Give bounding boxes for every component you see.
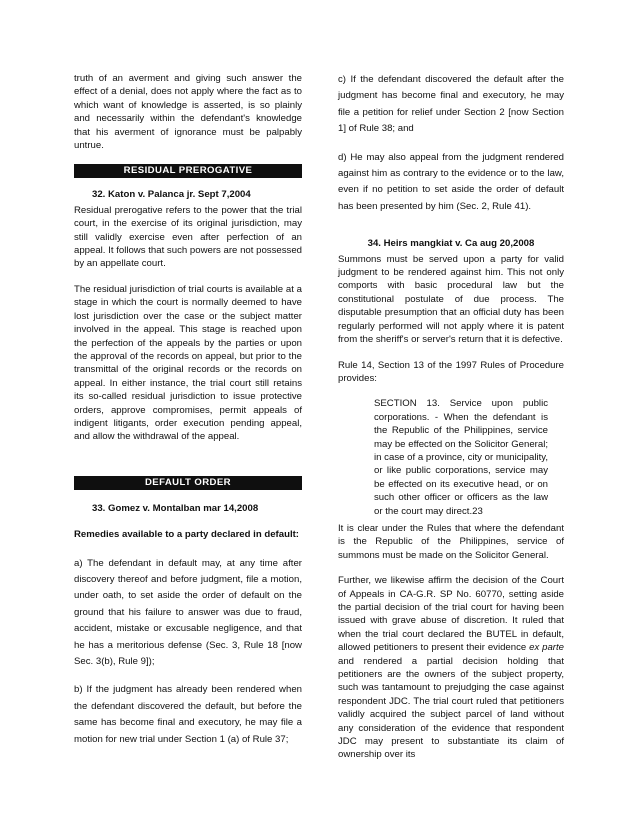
paragraph-service-solicitor-general: It is clear under the Rules that where the defendant is the Republic of the Philippines, service of summons must be made on the Solicitor General. [338, 522, 564, 561]
text-segment: Further, we likewise affirm the decision of the Court of Appeals in CA-G.R. SP No. 60770, setting aside the partial decision of the trial court for having been issued with grave abuse of discretion. It ruled that when the trial court declared the BUTEL in default, allowed petitioners to present their evidence [338, 575, 564, 654]
section-banner-default-order: DEFAULT ORDER [74, 476, 302, 490]
paragraph-residual-jurisdiction: The residual jurisdiction of trial courts is available at a stage in which the court is normally deemed to have lost jurisdiction over the case or the subject matter involved in the appeal. This stage is reached upon the perfection of the appeals by the parties or upon the approval of the records on appeal, but prior to the transmittal of the original records or the records on appeal. In either instance, the trial court still retains its so-called residual jurisdiction to issue protective orders, approve compromises, permit appeals of indigent litigants, order execution pending appeal, and allow the withdrawal of the appeal. [74, 283, 302, 443]
left-column [74, 72, 302, 760]
italic-ex-parte: ex parte [529, 642, 564, 654]
remedy-d: d) He may also appeal from the judgment rendered against him as contrary to the evidence or to the law, even if no petition to set aside the order of default has been presented by him (Sec. 2, Rule 41). [338, 151, 564, 212]
remedy-a: a) The defendant in default may, at any time after discovery thereof and before judgment, file a motion, under oath, to set aside the order of default on the ground that his failure to answer was due to fraud, accident, mistake or excusable negligence, and that he has a meritorious defense (Sec. 3, Rule 18 [now Sec. 3(b), Rule 9]); [74, 557, 302, 667]
case-heading-33: 33. Gomez v. Montalban mar 14,2008 [92, 502, 259, 514]
remedy-c: c) If the defendant discovered the default after the judgment has become final and executory, he may file a petition for relief under Section 2 [now Section 1] of Rule 38; and [338, 74, 564, 135]
remedy-b: b) If the judgment has already been rendered when the defendant discovered the default, but before the same has become final and executory, he may file a motion for new trial under Section 1 (a) of Rule 37; [74, 684, 302, 745]
paragraph-summons: Summons must be served upon a party for valid judgment to be rendered against him. This not only comports with basic procedural law but the constitutional postulate of due process. The disputable presumption that an official duty has been regularly performed will not apply where it is patent from the sheriff's or server's return that it is defective. [338, 253, 564, 346]
right-column [338, 72, 564, 774]
paragraph-residual-definition: Residual prerogative refers to the power that the trial court, in the exercise of its original jurisdiction, may still validly exercise even after perfection of an appeal. It follows that such powers are not possessed by an appellate court. [74, 204, 302, 270]
case-heading-32: 32. Katon v. Palanca jr. Sept 7,2004 [92, 189, 251, 201]
paragraph-rule-14: Rule 14, Section 13 of the 1997 Rules of Procedure provides: [338, 359, 564, 384]
section-banner-residual-prerogative: RESIDUAL PREROGATIVE [74, 164, 302, 178]
remedies-heading: Remedies available to a party declared in default: [74, 529, 299, 541]
paragraph-court-of-appeals [338, 574, 564, 762]
paragraph-averment: truth of an averment and giving such answer the effect of a denial, does not apply where the fact as to which want of knowledge is asserted, is so plainly and necessarily within the defendant's knowledge that his averment of ignorance must be palpably untrue. [74, 73, 302, 152]
spacer [338, 227, 564, 237]
text-segment: and rendered a partial decision holding that petitioners are the owners of the subject property, such was tantamount to prejudging the case against respondent JDC. The trial court ruled that petitioners validly acquired the subject parcel of land without any consideration of the evidence that respondent JDC may present to substantiate its claim of ownership over its [338, 655, 564, 761]
case-heading-34: 34. Heirs mangkiat v. Ca aug 20,2008 [367, 238, 535, 250]
spacer [74, 456, 302, 470]
quoted-section-13: SECTION 13. Service upon public corporations. - When the defendant is the Republic of the Philippines, service may be effected on the Solicitor General; in case of a province, city or municipality, or like public corporations, service may be effected on its executive head, or on such other officer or officers as the law or the court may direct.23 [374, 398, 548, 517]
